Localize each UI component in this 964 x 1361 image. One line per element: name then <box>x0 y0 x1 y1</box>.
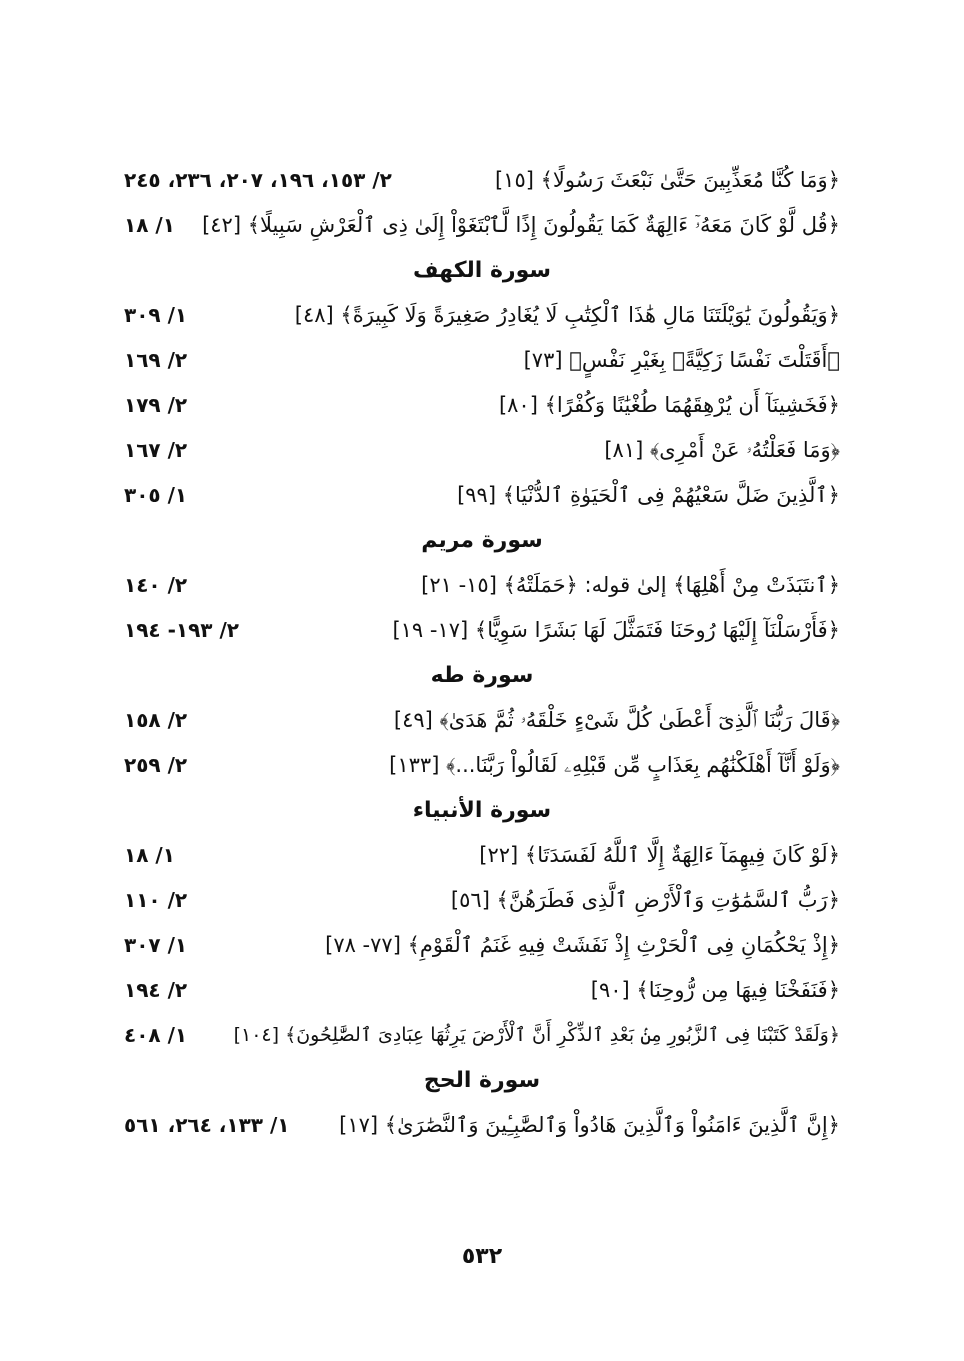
verse-text: ﴿أَقَتَلْتَ نَفْسًا زَكِيَّةًۢ بِغَيْرِ نَفْسٍ﴾ [٧٣] <box>523 348 840 372</box>
page-reference: ٢/ ٢٥٩ <box>124 753 188 777</box>
verse-entry <box>124 833 840 878</box>
verse-text: ﴿قَالَ رَبُّنَا ٱلَّذِىٓ أَعْطَىٰ كُلَّ شَىْءٍ خَلْقَهُۥ ثُمَّ هَدَىٰ﴾ [٤٩] <box>393 708 840 732</box>
verse-entry <box>124 293 840 338</box>
verse-entry <box>124 428 840 473</box>
verse-text: ﴿رَبُّ ٱلسَّمَٰوَٰتِ وَٱلْأَرْضِ ٱلَّذِى فَطَرَهُنَّ﴾ [٥٦] <box>450 888 840 912</box>
verse-text: ﴿قُل لَّوْ كَانَ مَعَهُۥٓ ءَالِهَةٌ كَمَا يَقُولُونَ إِذًا لَّٱبْتَغَوْاْ إِلَىٰ ذِى ٱلْعَرْشِ سَبِيلًا﴾ [٤٢] <box>202 213 840 237</box>
verse-entry <box>124 1103 840 1148</box>
verse-entry <box>124 338 840 383</box>
page-reference: ١/ ٣٠٧ <box>124 933 188 957</box>
verse-text: ﴿إِذْ يَحْكُمَانِ فِى ٱلْحَرْثِ إِذْ نَفَشَتْ فِيهِ غَنَمُ ٱلْقَوْمِ﴾ [٧٧- ٧٨] <box>325 933 840 957</box>
verse-text: ﴿وَمَا كُنَّا مُعَذِّبِينَ حَتَّىٰ نَبْعَثَ رَسُولًا﴾ [١٥] <box>494 168 840 192</box>
verse-text: ﴿إِنَّ ٱلَّذِينَ ءَامَنُواْ وَٱلَّذِينَ هَادُواْ وَٱلصَّٰبِـِٔينَ وَٱلنَّصَٰرَىٰ﴾ [١٧] <box>339 1113 840 1137</box>
page-reference: ١/ ١٨ <box>124 213 175 237</box>
page-reference: ١/ ٤٠٨ <box>124 1023 188 1047</box>
page-reference: ١/ ١٣٣، ٢٦٤، ٥٦١ <box>124 1113 290 1137</box>
verse-text: ﴿وَيَقُولُونَ يَٰوَيْلَتَنَا مَالِ هَٰذَا ٱلْكِتَٰبِ لَا يُغَادِرُ صَغِيرَةً وَلَا كَبِيرَةً﴾ [٤٨] <box>294 303 840 327</box>
page-reference: ٢/ ١٦٧ <box>124 438 188 462</box>
page-reference: ٢/ ١٩٣- ١٩٤ <box>124 618 240 642</box>
page-reference: ١/ ٣٠٩ <box>124 303 188 327</box>
verse-text: ﴿فَنَفَخْنَا فِيهَا مِن رُّوحِنَا﴾ [٩٠] <box>590 978 840 1002</box>
page-reference: ٢/ ١١٠ <box>124 888 188 912</box>
verse-entry <box>124 158 840 203</box>
verse-text: ﴿وَلَوْ أَنَّآ أَهْلَكْنَٰهُم بِعَذَابٍ مِّن قَبْلِهِۦ لَقَالُواْ رَبَّنَا...﴾ [١٣٣] <box>389 753 840 777</box>
verse-entry <box>124 563 840 608</box>
page-reference: ١/ ٣٠٥ <box>124 483 188 507</box>
verse-entry <box>124 743 840 788</box>
surah-heading: سورة طه <box>430 663 534 688</box>
surah-heading: سورة الحج <box>423 1068 541 1093</box>
verse-entry <box>124 968 840 1013</box>
page-reference: ٢/ ١٥٨ <box>124 708 188 732</box>
verse-text: ﴿لَوْ كَانَ فِيهِمَآ ءَالِهَةٌ إِلَّا ٱللَّهُ لَفَسَدَتَا﴾ [٢٢] <box>479 843 840 867</box>
verse-text: ﴿ٱلَّذِينَ ضَلَّ سَعْيُهُمْ فِى ٱلْحَيَوٰةِ ٱلدُّنْيَا﴾ [٩٩] <box>457 483 840 507</box>
verse-entry <box>124 1013 840 1058</box>
surah-heading: سورة الكهف <box>412 258 552 283</box>
page-number: ٥٣٢ <box>461 1244 503 1269</box>
verse-entry <box>124 923 840 968</box>
verse-entry <box>124 203 840 248</box>
page-reference: ٢/ ١٦٩ <box>124 348 188 372</box>
verse-entry <box>124 698 840 743</box>
page-reference: ١/ ١٨ <box>124 843 175 867</box>
verse-text: ﴿وَمَا فَعَلْتُهُۥ عَنْ أَمْرِى﴾ [٨١] <box>604 438 840 462</box>
page-reference: ٢/ ١٤٠ <box>124 573 188 597</box>
verse-entry <box>124 473 840 518</box>
page-reference: ٢/ ١٥٣، ١٩٦، ٢٠٧، ٢٣٦، ٢٤٥ <box>124 168 392 192</box>
page-reference: ٢/ ١٩٤ <box>124 978 188 1002</box>
verse-entry <box>124 878 840 923</box>
verse-text: ﴿وَلَقَدْ كَتَبْنَا فِى ٱلزَّبُورِ مِنۢ بَعْدِ ٱلذِّكْرِ أَنَّ ٱلْأَرْضَ يَرِثُهَا عِبَادِىَ ٱلصَّٰلِحُونَ﴾ [١٠٤] <box>233 1024 840 1046</box>
verse-text: ﴿فَأَرْسَلْنَآ إِلَيْهَا رُوحَنَا فَتَمَثَّلَ لَهَا بَشَرًا سَوِيًّا﴾ [١٧- ١٩] <box>392 618 840 642</box>
surah-heading: سورة مريم <box>421 528 543 553</box>
verse-text: ﴿ٱنتَبَذَتْ مِنْ أَهْلِهَا﴾ إلىٰ قوله: ﴿حَمَلَتْهُ﴾ [١٥- ٢١] <box>421 573 840 597</box>
verse-entry <box>124 383 840 428</box>
page-reference: ٢/ ١٧٩ <box>124 393 188 417</box>
verse-entry <box>124 608 840 653</box>
verse-text: ﴿فَخَشِينَآ أَن يُرْهِقَهُمَا طُغْيَٰنًا وَكُفْرًا﴾ [٨٠] <box>498 393 840 417</box>
verse-index <box>124 158 840 1148</box>
surah-heading: سورة الأنبياء <box>412 798 552 823</box>
